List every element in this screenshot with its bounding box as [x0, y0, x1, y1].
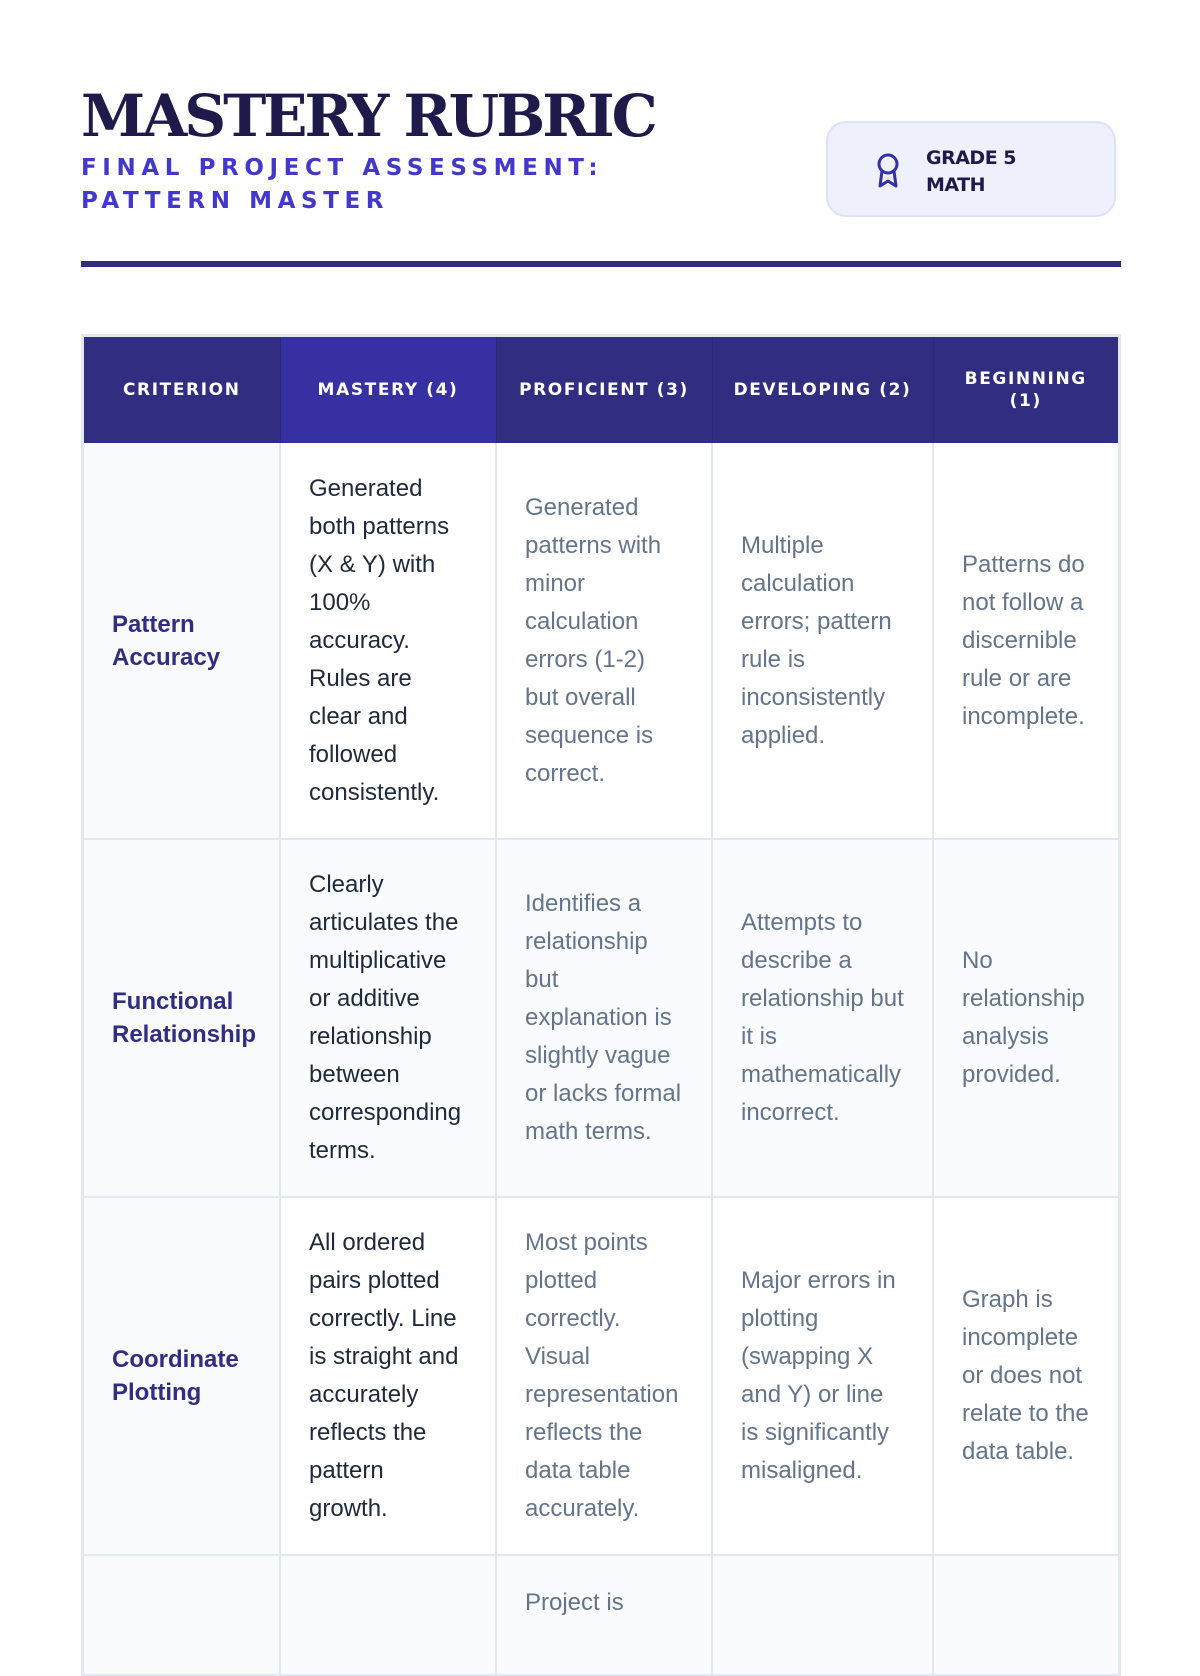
- beginning-cell: No relationship analysis provided.: [933, 839, 1118, 1197]
- proficient-cell: Generated patterns with minor calculation errors (1-2) but overall sequence is correct.: [496, 443, 712, 839]
- award-ribbon-icon: [874, 152, 902, 190]
- mastery-cell: [280, 1555, 496, 1675]
- proficient-cell: Most points plotted correctly. Visual representation reflects the data table accurately.: [496, 1197, 712, 1555]
- mastery-cell: All ordered pairs plotted correctly. Line is straight and accurately reflects the pattern growth.: [280, 1197, 496, 1555]
- page-title: MASTERY RUBRIC: [81, 82, 655, 150]
- developing-cell: Attempts to describe a relationship but it is mathematically incorrect.: [712, 839, 933, 1197]
- rubric-table-head: [84, 337, 1118, 443]
- rubric-header: [81, 0, 1121, 268]
- table-row: [84, 1197, 1118, 1555]
- page-subtitle: FINAL PROJECT ASSESSMENT: PATTERN MASTER: [81, 155, 604, 214]
- column-header-mastery: MASTERY (4): [280, 337, 496, 443]
- beginning-cell: Graph is incomplete or does not relate to the data table.: [933, 1197, 1118, 1555]
- beginning-cell: Patterns do not follow a discernible rule or are incomplete.: [933, 443, 1118, 839]
- mastery-cell: Clearly articulates the multiplicative or additive relationship between corresponding terms.: [280, 839, 496, 1197]
- table-row: [84, 1555, 1118, 1675]
- mastery-cell: Generated both patterns (X & Y) with 100% accuracy. Rules are clear and followed consistently.: [280, 443, 496, 839]
- criterion-cell: Functional Relationship: [84, 839, 280, 1197]
- rubric-table-body: [84, 443, 1118, 1675]
- developing-cell: Multiple calculation errors; pattern rule is inconsistently applied.: [712, 443, 933, 839]
- header-divider: [81, 261, 1121, 267]
- proficient-cell: Project is: [496, 1555, 712, 1675]
- developing-cell: [712, 1555, 933, 1675]
- column-header-developing: DEVELOPING (2): [712, 337, 933, 443]
- rubric-table: [84, 337, 1118, 1676]
- criterion-cell: [84, 1555, 280, 1675]
- table-row: [84, 443, 1118, 839]
- header-row: [84, 337, 1118, 443]
- criterion-cell: Coordinate Plotting: [84, 1197, 280, 1555]
- beginning-cell: [933, 1555, 1118, 1675]
- rubric-page: [81, 0, 1121, 1616]
- criterion-cell: Pattern Accuracy: [84, 443, 280, 839]
- grade-badge-label: GRADE 5 MATH: [926, 147, 1017, 196]
- column-header-criterion: CRITERION: [84, 337, 280, 443]
- grade-badge: [826, 121, 1116, 217]
- table-row: [84, 839, 1118, 1197]
- rubric-table-container: [81, 334, 1121, 1676]
- column-header-beginning: BEGINNING (1): [933, 337, 1118, 443]
- developing-cell: Major errors in plotting (swapping X and Y) or line is significantly misaligned.: [712, 1197, 933, 1555]
- proficient-cell: Identifies a relationship but explanation is slightly vague or lacks formal math terms.: [496, 839, 712, 1197]
- column-header-proficient: PROFICIENT (3): [496, 337, 712, 443]
